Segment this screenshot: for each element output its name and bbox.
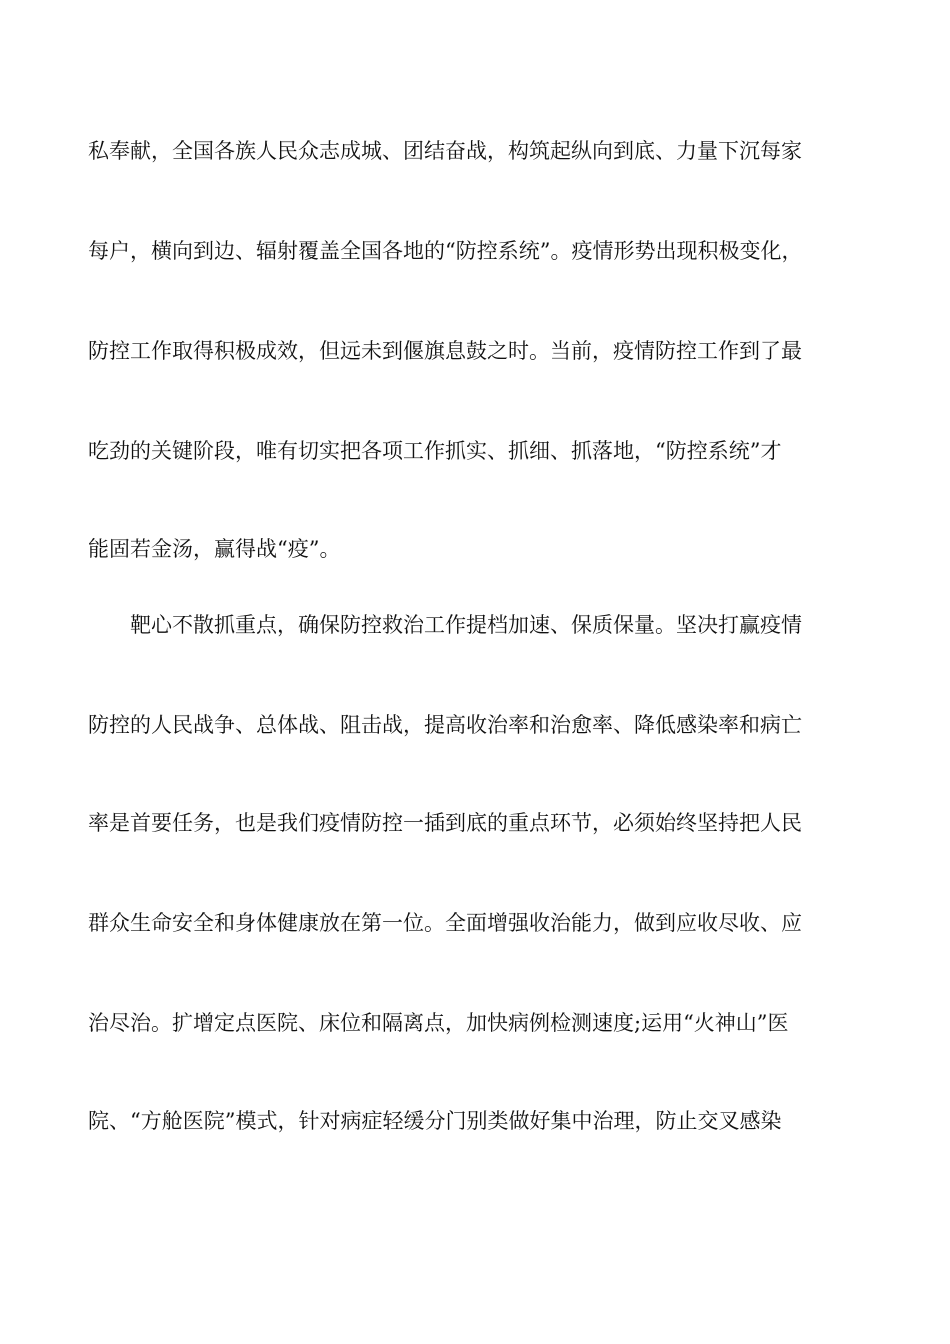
text-line: 防控工作取得积极成效，但远未到偃旗息鼓之时。当前，疫情防控工作到了最 — [88, 339, 802, 363]
text-line: 能固若金汤，赢得战“疫”。 — [88, 537, 341, 561]
text-line-first-indented: 靶心不散抓重点，确保防控救治工作提档加速、保质保量。坚决打赢疫情 — [130, 613, 802, 637]
text-line: 每户，横向到边、辐射覆盖全国各地的“防控系统”。疫情形势出现积极变化， — [88, 239, 803, 263]
text-line: 率是首要任务，也是我们疫情防控一插到底的重点环节，必须始终坚持把人民 — [88, 811, 802, 835]
text-line: 治尽治。扩增定点医院、床位和隔离点，加快病例检测速度;运用“火神山”医 — [88, 1011, 789, 1035]
text-line: 私奉献，全国各族人民众志成城、团结奋战，构筑起纵向到底、力量下沉每家 — [88, 139, 802, 163]
text-line: 防控的人民战争、总体战、阻击战，提高收治率和治愈率、降低感染率和病亡 — [88, 713, 802, 737]
text-line: 群众生命安全和身体健康放在第一位。全面增强收治能力，做到应收尽收、应 — [88, 911, 802, 935]
text-line: 吃劲的关键阶段，唯有切实把各项工作抓实、抓细、抓落地，“防控系统”才 — [88, 439, 782, 463]
text-line: 院、“方舱医院”模式，针对病症轻缓分门别类做好集中治理，防止交叉感染 — [88, 1109, 782, 1133]
